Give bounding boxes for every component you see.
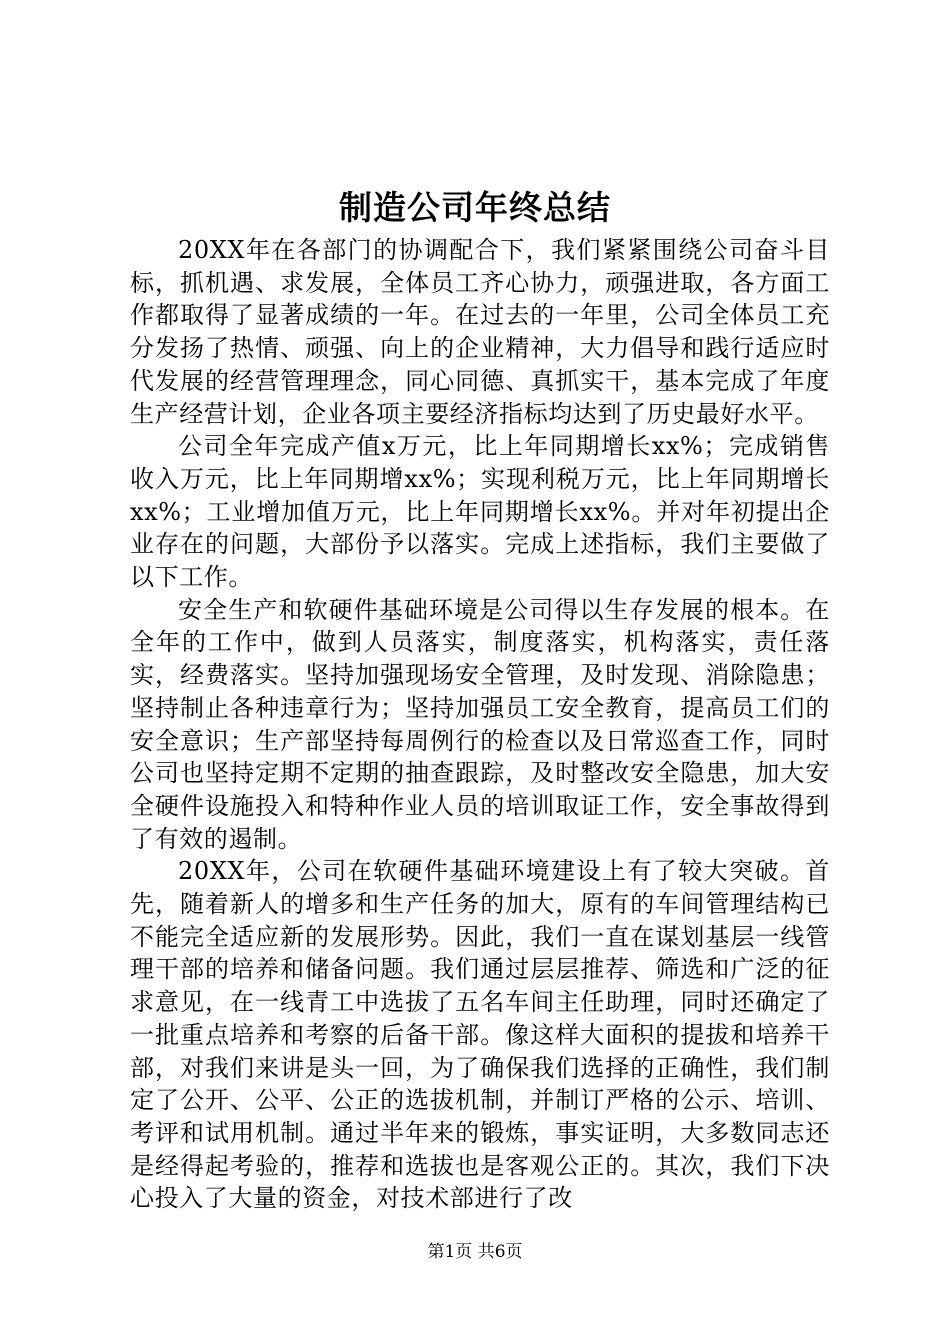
document-title: 制造公司年终总结 — [339, 188, 611, 227]
paragraph-1: 20XX年在各部门的协调配合下，我们紧紧围绕公司奋斗目标，抓机遇、求发展，全体员工齐心协力，顽强进取，各方面工作都取得了显著成绩的一年。在过去的一年里，公司全体员工充分发扬了热情、顽强、向上的企业精神，大力倡导和践行适应时代发展的经营管理理念，同心同德、真抓实干，基本完成了年度生产经营计划，企业各项主要经济指标均达到了历史最好水平。 — [130, 236, 830, 428]
paragraph-3: 安全生产和软硬件基础环境是公司得以生存发展的根本。在全年的工作中，做到人员落实，制度落实，机构落实，责任落实，经费落实。坚持加强现场安全管理，及时发现、消除隐患；坚持制止各种违章行为；坚持加强员工安全教育，提高员工们的安全意识；生产部坚持每周例行的检查以及日常巡查工作，同时公司也坚持定期不定期的抽查跟踪，及时整改安全隐患，加大安全硬件设施投入和特种作业人员的培训取证工作，安全事故得到了有效的遏制。 — [130, 595, 830, 853]
paragraph-2: 公司全年完成产值x万元，比上年同期增长xx%；完成销售收入万元，比上年同期增xx%；实现利税万元，比上年同期增长xx%；工业增加值万元，比上年同期增长xx%。并对年初提出企业存在的问题，大部份予以落实。完成上述指标，我们主要做了以下工作。 — [130, 432, 830, 592]
page-footer: 第1页 共6页 — [427, 1242, 523, 1262]
document-body — [130, 234, 830, 1215]
paragraph-4: 20XX年，公司在软硬件基础环境建设上有了较大突破。首先，随着新人的增多和生产任务的加大，原有的车间管理结构已不能完全适应新的发展形势。因此，我们一直在谋划基层一线管理干部的培养和储备问题。我们通过层层推荐、筛选和广泛的征求意见，在一线青工中选拔了五名车间主任助理，同时还确定了一批重点培养和考察的后备干部。像这样大面积的提拔和培养干部，对我们来讲是头一回，为了确保我们选择的正确性，我们制定了公开、公平、公正的选拔机制，并制订严格的公示、培训、考评和试用机制。通过半年来的锻炼，事实证明，大多数同志还是经得起考验的，推荐和选拔也是客观公正的。其次，我们下决心投入了大量的资金，对技术部进行了改 — [130, 857, 830, 1213]
